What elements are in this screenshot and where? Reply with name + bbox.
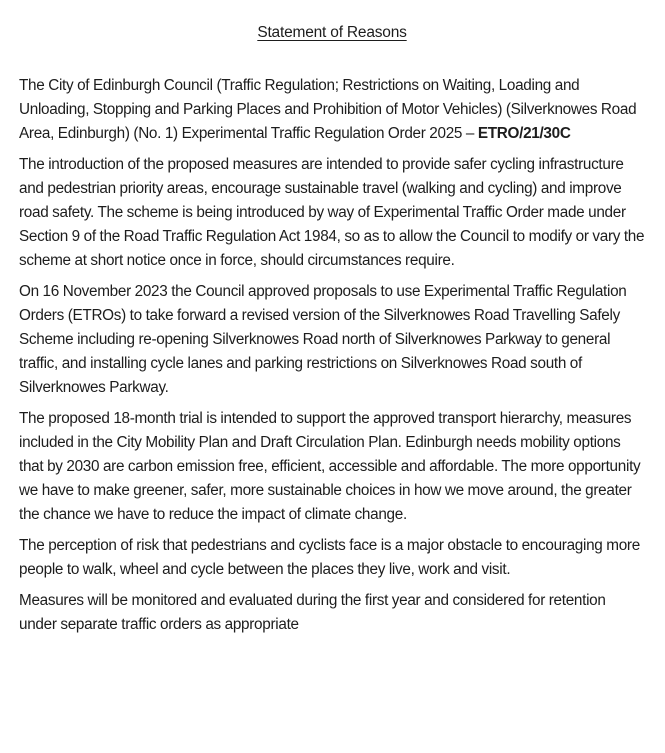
order-title-paragraph: [19, 74, 645, 146]
paragraph-intro-measures: The introduction of the proposed measures are intended to provide safer cycling infrastructure and pedestrian priority areas, encourage sustainable travel (walking and cycling) and improve road safety. The scheme is being introduced by way of Experimental Traffic Order made under Section 9 of the Road Traffic Regulation Act 1984, so as to allow the Council to modify or vary the scheme at short notice once in force, should circumstances require.: [19, 156, 645, 269]
paragraph-trial-purpose: The proposed 18-month trial is intended to support the approved transport hierarchy, measures included in the City Mobility Plan and Draft Circulation Plan. Edinburgh needs mobility options that by 2030 are carbon emission free, efficient, accessible and affordable. The more opportunity we have to make greener, safer, more sustainable choices in how we move around, the greater the chance we have to reduce the impact of climate change.: [19, 410, 641, 523]
page-title: [19, 22, 645, 44]
paragraph-monitoring: Measures will be monitored and evaluated during the first year and considered for retention under separate traffic orders as appropriate: [19, 592, 606, 633]
page-title-text: Statement of Reasons: [257, 24, 407, 41]
paragraph-council-approval: On 16 November 2023 the Council approved proposals to use Experimental Traffic Regulation Orders (ETROs) to take forward a revised version of the Silverknowes Road Travelling Safely Scheme including re-opening Silverknowes Road north of Silverknowes Parkway to general traffic, and installing cycle lanes and parking restrictions on Silverknowes Road south of Silverknowes Parkway.: [19, 283, 627, 396]
order-reference: ETRO/21/30C: [477, 125, 571, 142]
paragraph-risk-perception: The perception of risk that pedestrians and cyclists face is a major obstacle to encouraging more people to walk, wheel and cycle between the places they live, work and visit.: [19, 537, 640, 578]
order-title-text: The City of Edinburgh Council (Traffic Regulation; Restrictions on Waiting, Loading and Unloading, Stopping and Parking Places and Prohibition of Motor Vehicles) (Silverknowes Road Area, Edinburgh) (No. 1) Experimental Traffic Regulation Order 2025 –: [19, 77, 637, 142]
